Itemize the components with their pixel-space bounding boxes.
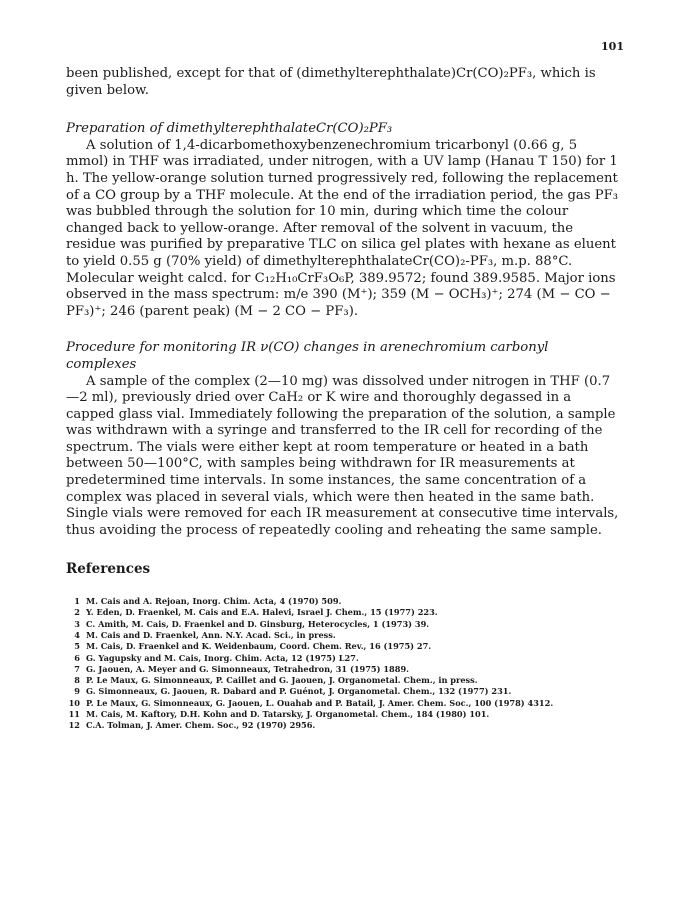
- reference-item: [66, 641, 622, 652]
- reference-text: G. Jaouen, A. Meyer and G. Simonneaux, Tetrahedron, 31 (1975) 1889.: [86, 663, 409, 674]
- article-body: [66, 66, 622, 732]
- reference-text: G. Simonneaux, G. Jaouen, R. Dabard and P. Guénot, J. Organometal. Chem., 132 (1977) 231.: [86, 686, 512, 697]
- reference-number: 8: [74, 675, 80, 686]
- reference-text: Y. Eden, D. Fraenkel, M. Cais and E.A. Halevi, Israel J. Chem., 15 (1977) 223.: [86, 607, 438, 618]
- reference-item: [66, 596, 622, 607]
- reference-text: C. Amith, M. Cais, D. Fraenkel and D. Ginsburg, Heterocycles, 1 (1973) 39.: [86, 618, 430, 629]
- reference-item: [66, 653, 622, 664]
- reference-number: 7: [74, 663, 80, 674]
- reference-number: 4: [74, 629, 80, 640]
- reference-list: [66, 596, 622, 732]
- page-number: 101: [601, 40, 624, 53]
- intro-paragraph: been published, except for that of (dimethylterephthalate)Cr(CO)₂PF₃, which is given below.: [66, 66, 596, 98]
- reference-number: 9: [74, 686, 80, 697]
- reference-text: G. Yagupsky and M. Cais, Inorg. Chim. Acta, 12 (1975) L27.: [86, 652, 359, 663]
- reference-number: 10: [68, 697, 80, 708]
- reference-item: [66, 664, 622, 675]
- reference-text: M. Cais, D. Fraenkel and K. Weidenbaum, Coord. Chem. Rev., 16 (1975) 27.: [86, 641, 432, 652]
- preparation-paragraph: A solution of 1,4-dicarbomethoxybenzenechromium tricarbonyl (0.66 g, 5 mmol) in THF was irradiated, under nitrogen, with a UV lamp (Hanau T 150) for 1 h. The yellow-orange solution turned progressively red, following the replacement of a CO group by a THF molecule. At the end of the irradiation period, the gas PF₃ was bubbled through the solution for 10 min, during which time the colour changed back to yellow-orange. After removal of the solvent in vacuum, the residue was purified by preparative TLC on silica gel plates with hexane as eluent to yield 0.55 g (70% yield) of dimethylterephthalateCr(CO)₂-PF₃, m.p. 88°C. Molecular weight calcd. for C₁₂H₁₀CrF₃O₆P, 389.9572; found 389.9585. Major ions observed in the mass spectrum: m/e 390 (M⁺); 359 (M − OCH₃)⁺; 274 (M − CO − PF₃)⁺; 246 (parent peak) (M − 2 CO − PF₃).: [66, 137, 619, 319]
- section-heading-preparation: Preparation of dimethylterephthalateCr(CO)₂PF₃: [66, 121, 393, 137]
- reference-number: 11: [68, 709, 80, 719]
- procedure-paragraph: A sample of the complex (2—10 mg) was dissolved under nitrogen in THF (0.7—2 ml), previously dried over CaH₂ or K wire and thoroughly degassed in a capped glass vial. Immediately following the preparation of the solution, a sample was withdrawn with a syringe and transferred to the IR cell for recording of the spectrum. The vials were either kept at room temperature or heated in a bath between 50—100°C, with samples being withdrawn for IR measurements at predetermined time intervals. In some instances, the same concentration of a complex was placed in several vials, which were then heated in the same bath. Single vials were removed for each IR measurement at consecutive time intervals, thus avoiding the process of repeatedly cooling and reheating the same sample.: [66, 373, 619, 538]
- reference-text: M. Cais and A. Rejoan, Inorg. Chim. Acta, 4 (1970) 509.: [86, 596, 342, 607]
- reference-number: 12: [68, 720, 80, 731]
- reference-number: 5: [74, 641, 80, 652]
- reference-item: [66, 720, 622, 731]
- reference-text: P. Le Maux, G. Simonneaux, P. Caillet and G. Jaouen, J. Organometal. Chem., in press.: [86, 675, 478, 686]
- reference-item: [66, 686, 622, 697]
- reference-number: 3: [74, 618, 80, 629]
- reference-text: C.A. Tolman, J. Amer. Chem. Soc., 92 (1970) 2956.: [86, 720, 316, 731]
- section-heading-procedure: Procedure for monitoring IR ν(CO) changes in arenechromium carbonyl complexes: [66, 340, 549, 372]
- reference-text: M. Cais and D. Fraenkel, Ann. N.Y. Acad. Sci., in press.: [86, 629, 336, 640]
- reference-item: [66, 630, 622, 641]
- reference-text: M. Cais, M. Kaftory, D.H. Kohn and D. Tatarsky, J. Organometal. Chem., 184 (1980) 101.: [86, 709, 490, 719]
- references-heading: References: [66, 561, 151, 578]
- reference-text: P. Le Maux, G. Simonneaux, G. Jaouen, L. Ouahab and P. Batail, J. Amer. Chem. Soc., 100 (1978) 4312.: [86, 697, 554, 708]
- reference-item: [66, 709, 622, 720]
- reference-item: [66, 607, 622, 618]
- reference-number: 6: [74, 652, 80, 663]
- reference-item: [66, 698, 622, 709]
- reference-item: [66, 675, 622, 686]
- reference-number: 1: [74, 596, 80, 607]
- reference-item: [66, 619, 622, 630]
- reference-number: 2: [74, 607, 80, 618]
